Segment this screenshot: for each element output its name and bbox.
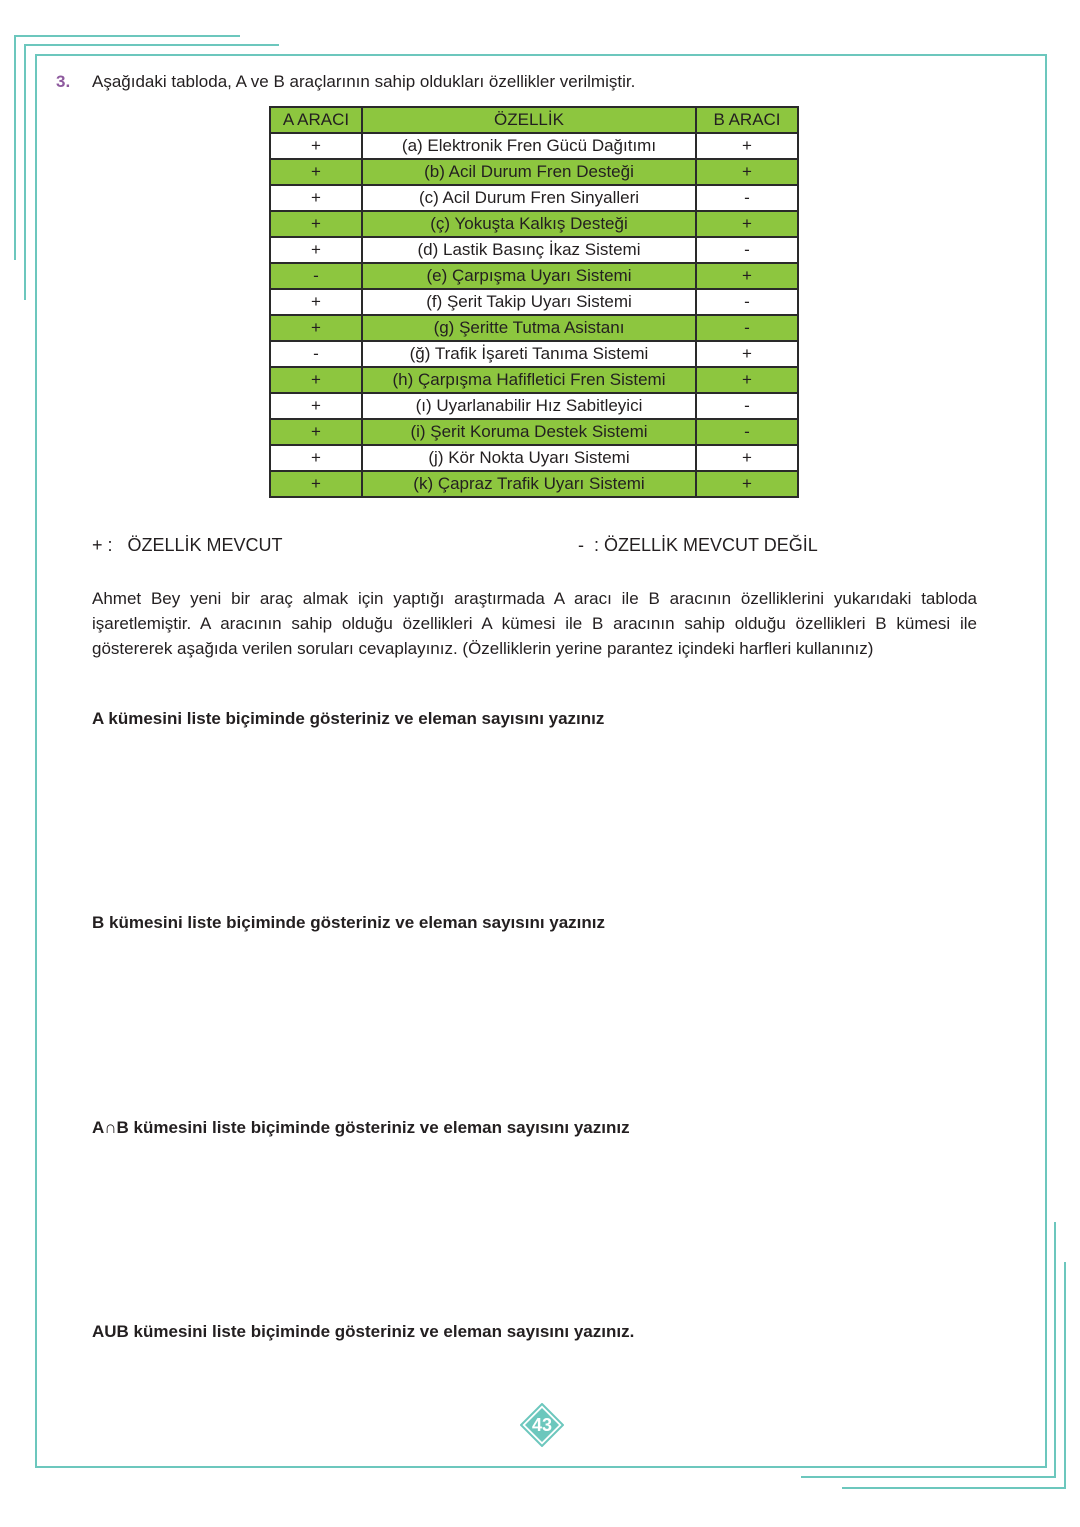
cell-b: - bbox=[696, 393, 798, 419]
cell-feature: (c) Acil Durum Fren Sinyalleri bbox=[362, 185, 696, 211]
cell-feature: (e) Çarpışma Uyarı Sistemi bbox=[362, 263, 696, 289]
table-row bbox=[270, 393, 798, 419]
cell-b: + bbox=[696, 341, 798, 367]
table-row bbox=[270, 419, 798, 445]
cell-a: - bbox=[270, 263, 362, 289]
cell-b: - bbox=[696, 419, 798, 445]
cell-feature: (a) Elektronik Fren Gücü Dağıtımı bbox=[362, 133, 696, 159]
instructions-paragraph: Ahmet Bey yeni bir araç almak için yaptığı araştırmada A aracı ile B aracının özelliklerini yukarıdaki tabloda işaretlemiştir. A aracının sahip olduğu özellikleri A kümesi ile B aracının sahip olduğu özellikleri B kümesi ile göstererek aşağıda verilen soruları cevaplayınız. (Özelliklerin yerine parantez içindeki harfleri kullanınız) bbox=[92, 589, 977, 658]
cell-a: + bbox=[270, 471, 362, 497]
cell-feature: (ı) Uyarlanabilir Hız Sabitleyici bbox=[362, 393, 696, 419]
table-row bbox=[270, 341, 798, 367]
cell-feature: (i) Şerit Koruma Destek Sistemi bbox=[362, 419, 696, 445]
table-row bbox=[270, 185, 798, 211]
cell-a: + bbox=[270, 315, 362, 341]
table-row bbox=[270, 237, 798, 263]
cell-a: + bbox=[270, 289, 362, 315]
cell-feature: (j) Kör Nokta Uyarı Sistemi bbox=[362, 445, 696, 471]
cell-a: + bbox=[270, 185, 362, 211]
cell-feature: (d) Lastik Basınç İkaz Sistemi bbox=[362, 237, 696, 263]
cell-b: + bbox=[696, 471, 798, 497]
cell-a: + bbox=[270, 367, 362, 393]
table-row bbox=[270, 315, 798, 341]
cell-b: - bbox=[696, 185, 798, 211]
cell-a: - bbox=[270, 341, 362, 367]
header-a-vehicle: A ARACI bbox=[270, 107, 362, 133]
table-row bbox=[270, 159, 798, 185]
sub-question-a: A kümesini liste biçiminde gösteriniz ve eleman sayısını yazınız bbox=[92, 709, 605, 728]
cell-a: + bbox=[270, 159, 362, 185]
cell-a: + bbox=[270, 445, 362, 471]
cell-b: - bbox=[696, 289, 798, 315]
cell-a: + bbox=[270, 393, 362, 419]
table-header-row bbox=[270, 107, 798, 133]
cell-a: + bbox=[270, 133, 362, 159]
header-b-vehicle: B ARACI bbox=[696, 107, 798, 133]
cell-feature: (g) Şeritte Tutma Asistanı bbox=[362, 315, 696, 341]
table-row bbox=[270, 471, 798, 497]
cell-b: + bbox=[696, 263, 798, 289]
cell-feature: (b) Acil Durum Fren Desteği bbox=[362, 159, 696, 185]
cell-feature: (ğ) Trafik İşareti Tanıma Sistemi bbox=[362, 341, 696, 367]
features-table bbox=[269, 106, 799, 498]
cell-feature: (ç) Yokuşta Kalkış Desteği bbox=[362, 211, 696, 237]
cell-b: + bbox=[696, 367, 798, 393]
cell-b: - bbox=[696, 237, 798, 263]
sub-question-intersection: A∩B kümesini liste biçiminde gösteriniz ve eleman sayısını yazınız bbox=[92, 1118, 630, 1137]
cell-feature: (f) Şerit Takip Uyarı Sistemi bbox=[362, 289, 696, 315]
cell-b: + bbox=[696, 133, 798, 159]
cell-feature: (h) Çarpışma Hafifletici Fren Sistemi bbox=[362, 367, 696, 393]
cell-b: + bbox=[696, 211, 798, 237]
cell-b: + bbox=[696, 159, 798, 185]
table-row bbox=[270, 263, 798, 289]
table-row bbox=[270, 367, 798, 393]
table-row bbox=[270, 211, 798, 237]
sub-question-b: B kümesini liste biçiminde gösteriniz ve eleman sayısını yazınız bbox=[92, 913, 606, 932]
question-prompt: Aşağıdaki tabloda, A ve B araçlarının sahip oldukları özellikler verilmiştir. bbox=[92, 72, 636, 91]
cell-b: + bbox=[696, 445, 798, 471]
header-feature: ÖZELLİK bbox=[362, 107, 696, 133]
cell-b: - bbox=[696, 315, 798, 341]
page-number: 43 bbox=[531, 1415, 553, 1435]
legend-plus: + : ÖZELLİK MEVCUT bbox=[92, 535, 283, 555]
sub-question-union: AUB kümesini liste biçiminde gösteriniz ve eleman sayısını yazınız. bbox=[92, 1322, 635, 1341]
question-number: 3. bbox=[56, 72, 71, 91]
cell-feature: (k) Çapraz Trafik Uyarı Sistemi bbox=[362, 471, 696, 497]
table-row bbox=[270, 133, 798, 159]
table-row bbox=[270, 289, 798, 315]
table-row bbox=[270, 445, 798, 471]
cell-a: + bbox=[270, 237, 362, 263]
legend-minus: - : ÖZELLİK MEVCUT DEĞİL bbox=[578, 535, 818, 555]
cell-a: + bbox=[270, 419, 362, 445]
cell-a: + bbox=[270, 211, 362, 237]
